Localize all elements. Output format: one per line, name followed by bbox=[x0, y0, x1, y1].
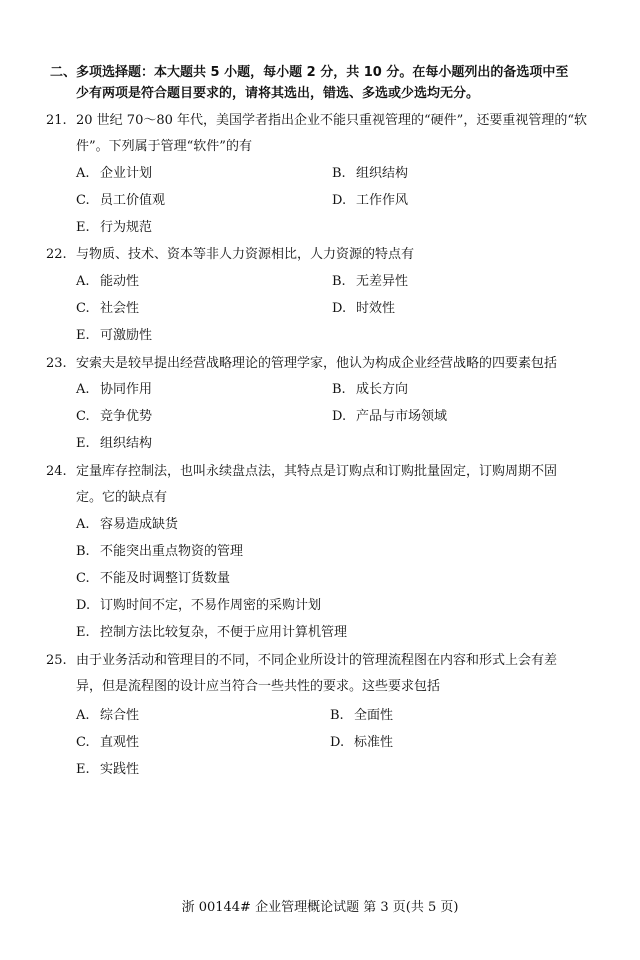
option-text: 不能突出重点物资的管理 bbox=[100, 544, 244, 559]
question-text-line2: 定。它的缺点有 bbox=[76, 490, 168, 505]
option-letter: A. bbox=[76, 708, 90, 723]
option-text: 组织结构 bbox=[100, 436, 153, 451]
option-text: 无差异性 bbox=[356, 274, 409, 289]
question-text-line1: 20 世纪 70～80 年代，美国学者指出企业不能只重视管理的“硬件”，还要重视管理的“软 bbox=[76, 113, 587, 128]
question-text-line1: 与物质、技术、资本等非人力资源相比，人力资源的特点有 bbox=[76, 247, 415, 262]
question-25-option-a bbox=[76, 706, 139, 726]
option-text: 容易造成缺货 bbox=[100, 517, 179, 532]
option-letter: E. bbox=[76, 762, 90, 777]
question-23-option-c bbox=[76, 407, 152, 427]
question-text-line1: 由于业务活动和管理目的不同，不同企业所设计的管理流程图在内容和形式上会有差 bbox=[76, 653, 558, 668]
question-21-option-d bbox=[332, 191, 408, 211]
question-22-option-c bbox=[76, 299, 139, 319]
page-footer: 浙 00144# 企业管理概论试题 第 3 页(共 5 页) bbox=[181, 900, 459, 915]
option-letter: A. bbox=[76, 382, 90, 397]
question-22-option-d bbox=[332, 299, 395, 319]
option-text: 成长方向 bbox=[356, 382, 409, 397]
option-text: 时效性 bbox=[356, 301, 396, 316]
question-22-option-b bbox=[332, 272, 408, 292]
question-25-option-c bbox=[76, 733, 139, 753]
option-letter: C. bbox=[76, 193, 90, 208]
section-heading bbox=[50, 62, 610, 104]
option-letter: A. bbox=[76, 166, 90, 181]
option-letter: A. bbox=[76, 517, 90, 532]
question-21-option-e bbox=[76, 218, 152, 238]
option-text: 可激励性 bbox=[100, 328, 153, 343]
question-24-option-c bbox=[76, 569, 230, 589]
question-number: 23. bbox=[46, 356, 67, 371]
question-23-option-a bbox=[76, 380, 152, 400]
option-letter: C. bbox=[76, 409, 90, 424]
question-24-option-b bbox=[76, 542, 243, 562]
option-text: 实践性 bbox=[100, 762, 140, 777]
question-21-stem bbox=[46, 108, 612, 160]
option-text: 社会性 bbox=[100, 301, 140, 316]
option-letter: C. bbox=[76, 571, 90, 586]
section-heading-line2: 少有两项是符合题目要求的，请将其选出，错选、多选或少选均无分。 bbox=[76, 86, 480, 101]
question-21-option-b bbox=[332, 164, 408, 184]
option-letter: E. bbox=[76, 220, 90, 235]
question-number: 22. bbox=[46, 247, 67, 262]
option-letter: D. bbox=[332, 409, 347, 424]
section-heading-line1: 二、多项选择题：本大题共 5 小题，每小题 2 分，共 10 分。在每小题列出的备选项中至 bbox=[50, 65, 569, 80]
option-letter: D. bbox=[332, 193, 347, 208]
question-25-option-d bbox=[330, 733, 393, 753]
question-21-option-a bbox=[76, 164, 152, 184]
option-text: 全面性 bbox=[354, 708, 394, 723]
question-25-option-b bbox=[330, 706, 393, 726]
question-25-option-e bbox=[76, 760, 139, 780]
option-text: 行为规范 bbox=[100, 220, 153, 235]
option-letter: A. bbox=[76, 274, 90, 289]
option-text: 竞争优势 bbox=[100, 409, 153, 424]
option-text: 企业计划 bbox=[100, 166, 153, 181]
question-24-option-a bbox=[76, 515, 178, 535]
option-text: 员工价值观 bbox=[100, 193, 166, 208]
option-text: 标准性 bbox=[354, 735, 394, 750]
question-23-stem bbox=[46, 351, 612, 377]
question-text-line2: 异，但是流程图的设计应当符合一些共性的要求。这些要求包括 bbox=[76, 679, 441, 694]
option-text: 订购时间不定，不易作周密的采购计划 bbox=[100, 598, 322, 613]
option-letter: B. bbox=[332, 166, 346, 181]
option-text: 不能及时调整订货数量 bbox=[100, 571, 231, 586]
option-letter: E. bbox=[76, 328, 90, 343]
question-22-option-e bbox=[76, 326, 152, 346]
option-letter: D. bbox=[332, 301, 347, 316]
question-number: 21. bbox=[46, 113, 67, 128]
option-text: 控制方法比较复杂，不便于应用计算机管理 bbox=[100, 625, 348, 640]
question-text-line1: 定量库存控制法，也叫永续盘点法，其特点是订购点和订购批量固定，订购周期不固 bbox=[76, 464, 558, 479]
option-text: 能动性 bbox=[100, 274, 140, 289]
question-25-stem bbox=[46, 648, 612, 700]
option-text: 组织结构 bbox=[356, 166, 409, 181]
question-22-stem bbox=[46, 242, 612, 268]
question-number: 25. bbox=[46, 653, 67, 668]
question-24-option-d bbox=[76, 596, 321, 616]
option-letter: D. bbox=[76, 598, 91, 613]
option-letter: C. bbox=[76, 301, 90, 316]
option-letter: B. bbox=[76, 544, 90, 559]
question-text-line2: 件”。下列属于管理“软件”的有 bbox=[76, 139, 252, 154]
option-letter: B. bbox=[332, 274, 346, 289]
question-23-option-d bbox=[332, 407, 447, 427]
question-number: 24. bbox=[46, 464, 67, 479]
question-24-option-e bbox=[76, 623, 347, 643]
question-23-option-e bbox=[76, 434, 152, 454]
option-text: 协同作用 bbox=[100, 382, 153, 397]
question-23-option-b bbox=[332, 380, 408, 400]
question-text-line1: 安索夫是较早提出经营战略理论的管理学家，他认为构成企业经营战略的四要素包括 bbox=[76, 356, 558, 371]
question-22-option-a bbox=[76, 272, 139, 292]
option-letter: C. bbox=[76, 735, 90, 750]
question-21-option-c bbox=[76, 191, 165, 211]
option-text: 产品与市场领域 bbox=[356, 409, 448, 424]
option-text: 工作作风 bbox=[356, 193, 409, 208]
option-letter: B. bbox=[332, 382, 346, 397]
option-letter: E. bbox=[76, 625, 90, 640]
option-text: 直观性 bbox=[100, 735, 140, 750]
option-letter: D. bbox=[330, 735, 345, 750]
question-24-stem bbox=[46, 459, 612, 511]
option-letter: B. bbox=[330, 708, 344, 723]
option-letter: E. bbox=[76, 436, 90, 451]
option-text: 综合性 bbox=[100, 708, 140, 723]
